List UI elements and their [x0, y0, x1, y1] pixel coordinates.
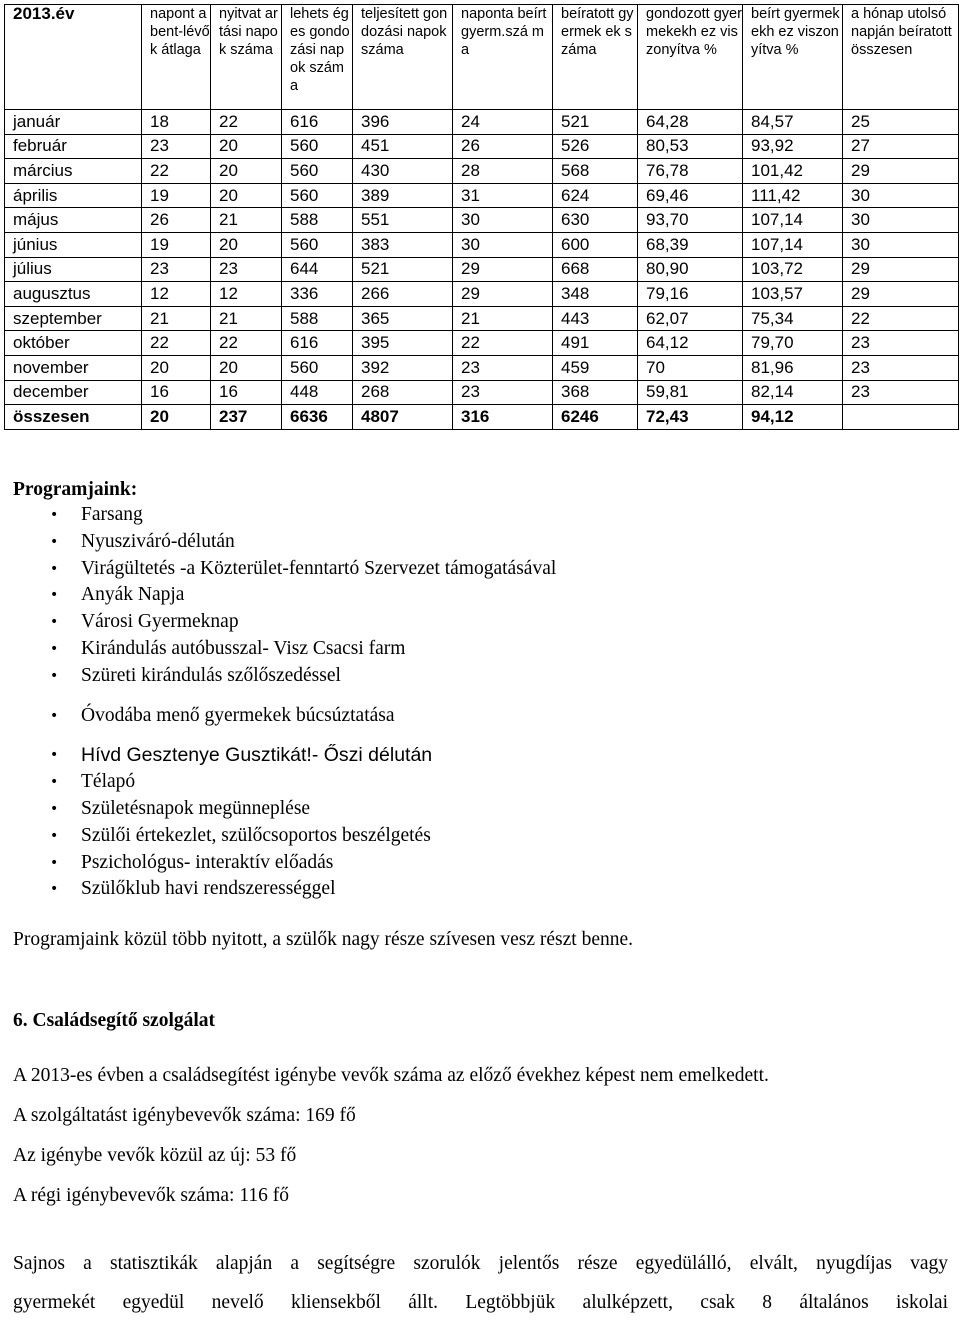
table-cell: 30: [843, 232, 959, 257]
table-row: [5, 331, 959, 356]
table-body: [5, 110, 959, 430]
section-6-closing-line-2: gyermekét egyedül nevelő kliensekből állt. Legtöbbjük alulképzett, csak 8 általános iskolai: [13, 1292, 948, 1314]
table-cell: 70: [638, 355, 743, 380]
section-title: Családsegítő szolgálat: [32, 1010, 216, 1032]
table-cell: 103,72: [743, 257, 843, 282]
table-cell: 588: [282, 306, 353, 331]
table-cell: 443: [553, 306, 638, 331]
table-cell: 23: [211, 257, 282, 282]
table-cell: 27: [843, 134, 959, 159]
list-item: • Születésnapok megünneplése: [13, 796, 948, 823]
table-cell: 368: [553, 380, 638, 405]
table-cell: 26: [142, 208, 211, 233]
table-row: [5, 208, 959, 233]
table-row: [5, 380, 959, 405]
list-item: • Szülői értekezlet, szülőcsoportos beszélgetés: [13, 823, 948, 850]
table-cell: 20: [211, 183, 282, 208]
returning-users-count: A régi igénybevevők száma: 116 fő: [13, 1185, 289, 1207]
column-header: nyitvat artási napok száma: [211, 5, 282, 110]
table-cell: 25: [843, 110, 959, 135]
table-cell: 29: [843, 159, 959, 184]
table-cell: 22: [142, 331, 211, 356]
table-cell: 383: [353, 232, 453, 257]
table-cell: 365: [353, 306, 453, 331]
table-cell: 20: [211, 134, 282, 159]
table-cell: 20: [142, 355, 211, 380]
table-cell: 68,39: [638, 232, 743, 257]
table-cell: 30: [453, 208, 553, 233]
table-cell: 459: [553, 355, 638, 380]
list-item: • Anyák Napja: [13, 582, 948, 609]
month-cell: május: [5, 208, 142, 233]
table-cell: 80,90: [638, 257, 743, 282]
table-row: [5, 134, 959, 159]
table-cell: 4807: [353, 405, 453, 430]
table-cell: 616: [282, 110, 353, 135]
table-cell: 22: [211, 331, 282, 356]
table-cell: 30: [453, 232, 553, 257]
list-item: • Virágültetés -a Közterület-fenntartó Szervezet támogatásával: [13, 556, 948, 583]
table-cell: 81,96: [743, 355, 843, 380]
table-cell: 23: [142, 134, 211, 159]
month-cell: január: [5, 110, 142, 135]
list-item: • Hívd Gesztenye Gusztikát!- Őszi délután: [13, 742, 948, 769]
table-cell: 21: [142, 306, 211, 331]
table-cell: 101,42: [743, 159, 843, 184]
table-cell: 69,46: [638, 183, 743, 208]
column-header: napont a bent-lévők átlaga: [142, 5, 211, 110]
table-row: [5, 306, 959, 331]
table-cell: 560: [282, 159, 353, 184]
table-cell: 16: [142, 380, 211, 405]
table-cell: 29: [843, 257, 959, 282]
table-cell: 30: [843, 183, 959, 208]
table-cell: 21: [211, 306, 282, 331]
table-cell: 624: [553, 183, 638, 208]
table-cell: 22: [142, 159, 211, 184]
table-cell: 23: [453, 380, 553, 405]
table-cell: 266: [353, 282, 453, 307]
month-cell: szeptember: [5, 306, 142, 331]
month-cell: összesen: [5, 405, 142, 430]
table-cell: 22: [453, 331, 553, 356]
table-cell: 31: [453, 183, 553, 208]
table-cell: 630: [553, 208, 638, 233]
programs-summary: Programjaink közül több nyitott, a szülők nagy része szívesen vesz részt benne.: [13, 929, 634, 951]
table-cell: 72,43: [638, 405, 743, 430]
table-cell: 389: [353, 183, 453, 208]
section-6-paragraph: A 2013-es évben a családsegítést igénybe vevők száma az előző évekhez képest nem emelkedett.: [13, 1065, 769, 1087]
table-cell: 93,92: [743, 134, 843, 159]
table-cell: 28: [453, 159, 553, 184]
table-row: [5, 159, 959, 184]
list-item: • Télapó: [13, 769, 948, 796]
column-header: beíratott gyermek ek száma: [553, 5, 638, 110]
table-cell: 237: [211, 405, 282, 430]
table-cell: 21: [453, 306, 553, 331]
service-users-count: A szolgáltatást igénybevevők száma: 169 fő: [13, 1105, 356, 1127]
table-header: [5, 5, 959, 110]
table-cell: 560: [282, 134, 353, 159]
table-cell: 94,12: [743, 405, 843, 430]
table-cell: 616: [282, 331, 353, 356]
table-cell: 560: [282, 232, 353, 257]
month-cell: július: [5, 257, 142, 282]
month-cell: augusztus: [5, 282, 142, 307]
list-item: • Városi Gyermeknap: [13, 609, 948, 636]
month-cell: október: [5, 331, 142, 356]
table-cell: 76,78: [638, 159, 743, 184]
monthly-statistics-table: [4, 4, 959, 430]
table-row: [5, 183, 959, 208]
table-cell: 26: [453, 134, 553, 159]
table-cell: 107,14: [743, 208, 843, 233]
table-cell: 111,42: [743, 183, 843, 208]
table-cell: 448: [282, 380, 353, 405]
column-header: lehets éges gondo zási napok száma: [282, 5, 353, 110]
table-cell: 22: [211, 110, 282, 135]
table-cell: 24: [453, 110, 553, 135]
table-cell: 93,70: [638, 208, 743, 233]
table-cell: 451: [353, 134, 453, 159]
table-cell: 30: [843, 208, 959, 233]
table-cell: [843, 405, 959, 430]
table-cell: 336: [282, 282, 353, 307]
table-cell: 396: [353, 110, 453, 135]
table-cell: 316: [453, 405, 553, 430]
document-body: [13, 478, 948, 1315]
table-cell: 103,57: [743, 282, 843, 307]
table-cell: 588: [282, 208, 353, 233]
list-item: • Farsang: [13, 502, 948, 529]
table-cell: 18: [142, 110, 211, 135]
table-cell: 12: [211, 282, 282, 307]
table-cell: 526: [553, 134, 638, 159]
column-header: teljesített gondozási napok száma: [353, 5, 453, 110]
column-header: naponta beírt gyerm.szá ma: [453, 5, 553, 110]
table-cell: 64,28: [638, 110, 743, 135]
table-cell: 59,81: [638, 380, 743, 405]
table-cell: 392: [353, 355, 453, 380]
table-cell: 79,70: [743, 331, 843, 356]
table-cell: 19: [142, 183, 211, 208]
programs-title: Programjaink:: [13, 479, 138, 500]
table-cell: 21: [211, 208, 282, 233]
table-cell: 268: [353, 380, 453, 405]
table-cell: 12: [142, 282, 211, 307]
table-row: [5, 282, 959, 307]
table-cell: 29: [843, 282, 959, 307]
month-cell: november: [5, 355, 142, 380]
table-cell: 668: [553, 257, 638, 282]
month-cell: június: [5, 232, 142, 257]
list-item: • Szüreti kirándulás szőlőszedéssel: [13, 663, 948, 690]
table-cell: 644: [282, 257, 353, 282]
table-cell: 521: [353, 257, 453, 282]
table-cell: 491: [553, 331, 638, 356]
table-cell: 521: [553, 110, 638, 135]
table-cell: 20: [142, 405, 211, 430]
month-cell: december: [5, 380, 142, 405]
table-cell: 348: [553, 282, 638, 307]
table-row: [5, 110, 959, 135]
table-row: [5, 232, 959, 257]
table-cell: 64,12: [638, 331, 743, 356]
list-item: • Óvodába menő gyermekek búcsúztatása: [13, 703, 948, 730]
table-row: [5, 257, 959, 282]
month-cell: március: [5, 159, 142, 184]
column-header: a hónap utolsó napján beíratott összesen: [843, 5, 959, 110]
month-cell: április: [5, 183, 142, 208]
table-year-header: 2013.év: [5, 5, 142, 110]
section-6-closing-line-1: Sajnos a statisztikák alapján a segítségre szorulók jelentős része egyedülálló, elvált, nyugdíjas vagy: [13, 1253, 948, 1275]
month-cell: február: [5, 134, 142, 159]
table-cell: 23: [843, 331, 959, 356]
table-cell: 20: [211, 232, 282, 257]
table-cell: 23: [453, 355, 553, 380]
table-cell: 23: [142, 257, 211, 282]
table-cell: 560: [282, 355, 353, 380]
table-cell: 568: [553, 159, 638, 184]
table-cell: 82,14: [743, 380, 843, 405]
table-cell: 430: [353, 159, 453, 184]
table-cell: 62,07: [638, 306, 743, 331]
table-cell: 23: [843, 355, 959, 380]
table-cell: 23: [843, 380, 959, 405]
table-cell: 79,16: [638, 282, 743, 307]
list-item: • Nyusziváró-délután: [13, 529, 948, 556]
table-cell: 16: [211, 380, 282, 405]
list-item: • Pszichológus- interaktív előadás: [13, 850, 948, 877]
table-cell: 560: [282, 183, 353, 208]
table-cell: 19: [142, 232, 211, 257]
table-cell: 6636: [282, 405, 353, 430]
table-cell: 29: [453, 282, 553, 307]
table-cell: 20: [211, 159, 282, 184]
table-cell: 551: [353, 208, 453, 233]
table-cell: 84,57: [743, 110, 843, 135]
table-cell: 107,14: [743, 232, 843, 257]
list-item: • Szülőklub havi rendszerességgel: [13, 876, 948, 903]
table-row: [5, 355, 959, 380]
table-cell: 6246: [553, 405, 638, 430]
new-users-count: Az igénybe vevők közül az új: 53 fő: [13, 1145, 297, 1167]
table-cell: 22: [843, 306, 959, 331]
table-cell: 20: [211, 355, 282, 380]
table-total-row: [5, 405, 959, 430]
table-cell: 600: [553, 232, 638, 257]
list-item: • Kirándulás autóbusszal- Visz Csacsi farm: [13, 636, 948, 663]
section-6-heading: [13, 1009, 948, 1033]
column-header: gondozott gyermekekh ez viszonyítva %: [638, 5, 743, 110]
table-cell: 395: [353, 331, 453, 356]
section-number: 6.: [13, 1010, 28, 1032]
programs-list: [13, 502, 948, 903]
table-cell: 75,34: [743, 306, 843, 331]
table-cell: 29: [453, 257, 553, 282]
table-cell: 80,53: [638, 134, 743, 159]
column-header: beírt gyermekekh ez viszonyítva %: [743, 5, 843, 110]
